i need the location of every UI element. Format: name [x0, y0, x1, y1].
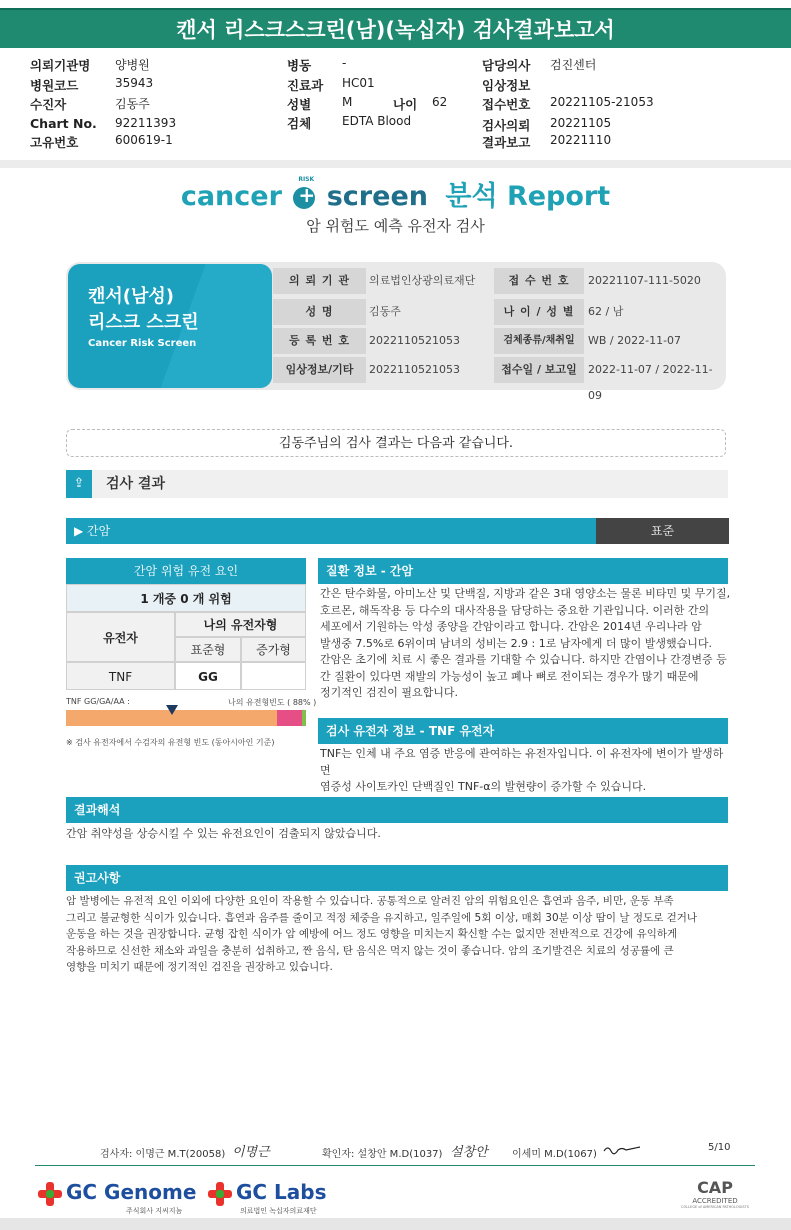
card-label: 검체종류/채취일 — [494, 328, 584, 354]
info-value: 양병원 — [115, 58, 150, 72]
logo-cancer: cancer — [180, 181, 282, 212]
gc-genome-logo — [38, 1180, 196, 1206]
freq-label: TNF GG/GA/AA : — [66, 697, 130, 706]
disease-info-title: 질환 정보 - 간암 — [318, 558, 728, 584]
genotype-marker-icon — [166, 705, 178, 715]
mine-col-header: 나의 유전자형 — [175, 612, 306, 637]
gene-table-summary: 1 개중 0 개 위험 — [66, 584, 306, 612]
card-label: 접 수 번 호 — [494, 268, 584, 294]
subtitle: 암 위험도 예측 유전자 검사 — [306, 217, 485, 235]
std-genotype: GG — [175, 662, 241, 690]
info-label: 병동 — [287, 58, 312, 73]
page-number: 5/10 — [708, 1142, 731, 1153]
info-label: 진료과 — [287, 78, 324, 93]
info-label: 검체 — [287, 116, 312, 131]
info-value: M — [342, 95, 353, 109]
card-label: 의 뢰 기 관 — [273, 268, 366, 294]
text-line: 세포에서 기원하는 악성 종양을 간암이라고 합니다. 간암은 2014년 우리나라 암 — [320, 620, 702, 633]
info-value: 20221105-21053 — [550, 95, 654, 109]
text-line: 염증성 사이토카인 단백질인 TNF-α의 발현량이 증가할 수 있습니다. — [320, 780, 647, 793]
brand-sub: 주식회사 지씨지놈 — [126, 1207, 183, 1215]
report-title: 캔서 리스크스크린(남)(녹십자) 검사결과보고서 — [0, 8, 791, 48]
patient-info — [0, 56, 791, 156]
card-value: 20221107-111-5020 — [588, 274, 701, 287]
info-value: 92211393 — [115, 116, 177, 130]
info-label: 의뢰기관명 — [30, 58, 91, 73]
cap-small: COLLEGE of AMERICAN PATHOLOGISTS — [681, 1205, 749, 1209]
age-value: 62 — [432, 95, 448, 109]
inc-genotype — [241, 662, 306, 690]
inc-col-header: 증가형 — [241, 637, 306, 662]
card-value: 62 / 남 — [588, 305, 624, 318]
info-label: 성별 — [287, 97, 312, 112]
cap-sub: ACCREDITED — [692, 1197, 738, 1205]
text-line: 간 질환이 있다면 재발의 가능성이 높고 폐나 뼈로 전이되는 경우가 많기 때문에 — [320, 669, 699, 683]
second-signature-icon — [602, 1143, 642, 1155]
freq-segment — [277, 710, 302, 726]
gene-col-header: 유전자 — [66, 612, 175, 662]
footer-divider — [35, 1165, 755, 1166]
genotype-frequency-bar — [66, 710, 306, 726]
info-value: - — [342, 56, 347, 70]
tester: 검사자: 이명근 M.T(20058) — [100, 1149, 226, 1160]
info-value: HC01 — [342, 76, 375, 90]
card-value: 김동주 — [369, 305, 401, 318]
gene-info-title: 검사 유전자 정보 - TNF 유전자 — [318, 718, 728, 744]
risk-level: 표준 — [596, 518, 729, 544]
logo-risk: RISK — [298, 175, 315, 183]
card-value: 의료법인상광의료재단 — [369, 274, 476, 287]
divider — [0, 160, 791, 168]
info-value: 김동주 — [115, 97, 150, 111]
card-value: WB / 2022-11-07 — [588, 334, 682, 347]
info-value: EDTA Blood — [342, 114, 412, 128]
cap-accredited-logo — [680, 1178, 750, 1214]
result-notice: 김동주님의 검사 결과는 다음과 같습니다. — [66, 429, 726, 457]
logo-screen: screen — [326, 181, 428, 212]
card-value: 2022-11-07 / 2022-11-09 — [588, 363, 713, 402]
confirmer-signature: 설창안 — [450, 1145, 488, 1160]
disease-info-text — [320, 586, 732, 702]
info-label: 고유번호 — [30, 135, 79, 150]
info-label: 검사의뢰 — [482, 118, 531, 133]
risk-plus-icon — [293, 175, 315, 209]
info-value: 20221110 — [550, 133, 612, 147]
info-label: Chart No. — [30, 116, 97, 131]
cap-text: CAP — [697, 1178, 733, 1197]
recommendation-title: 권고사항 — [66, 865, 728, 891]
second-confirmer: 이세미 M.D(1067) — [512, 1149, 597, 1160]
section-title: 검사 결과 — [106, 476, 165, 492]
freq-segment — [302, 710, 306, 726]
card-label: 접수일 / 보고일 — [494, 357, 584, 383]
text-line: 간암은 초기에 치료 시 좋은 결과를 기대할 수 있습니다. 하지만 간염이나 간경변증 등 — [320, 653, 727, 666]
gc-cross-icon — [208, 1182, 232, 1206]
card-label: 등 록 번 호 — [273, 328, 366, 354]
interpretation-title: 결과해석 — [66, 797, 728, 823]
brand-name: GC Genome — [66, 1180, 197, 1204]
logo-report: 분석 Report — [445, 181, 611, 212]
brand-sub: 의료법인 녹십자의료재단 — [240, 1207, 317, 1215]
section-header — [66, 470, 728, 498]
result-icon: ⇪ — [66, 470, 92, 498]
text-line: 작용하므로 신선한 채소와 과일을 충분히 섭취하고, 짠 음식, 탄 음식은 먹지 않는 것이 좋습니다. 암의 조기발견은 치료의 성공률에 큰 — [66, 944, 674, 957]
banner-english: Cancer Risk Screen — [88, 338, 197, 349]
card-value: 2022110521053 — [369, 334, 460, 347]
tester-signature: 이명근 — [232, 1145, 270, 1160]
freq-note: ※ 검사 유전자에서 수검자의 유전형 빈도 (동아시아인 기준) — [66, 738, 275, 747]
info-value: 검진센터 — [550, 58, 597, 72]
text-line: 암 발병에는 유전적 요인 이외에 다양한 요인이 작용할 수 있습니다. 공통적으로 알려진 암의 위험요인은 흡연과 음주, 비만, 운동 부족 — [66, 895, 674, 907]
bottom-divider — [0, 1218, 791, 1230]
info-label: 담당의사 — [482, 58, 531, 73]
text-line: TNF는 인체 내 주요 염증 반응에 관여하는 유전자입니다. 이 유전자에 변이가 발생하면 — [320, 747, 724, 777]
info-label: 임상정보 — [482, 78, 531, 93]
recommendation-text — [66, 893, 728, 976]
gene-table-title: 간암 위험 유전 요인 — [66, 558, 306, 584]
confirmer: 확인자: 설창안 M.D(1037) — [322, 1149, 443, 1160]
text-line: 발생중 7.5%로 6위이며 남녀의 성비는 2.9 : 1로 남자에게 더 많이 발생했습니다. — [320, 636, 713, 650]
text-line: 호르몬, 해독작용 등 다수의 대사작용을 담당하는 중요한 기관입니다. 이러한 간의 — [320, 603, 710, 617]
interpretation-text: 간암 취약성을 상승시킬 수 있는 유전요인이 검출되지 않았습니다. — [66, 827, 381, 840]
info-label: 수진자 — [30, 97, 67, 112]
text-line: 간은 탄수화물, 아미노산 및 단백질, 지방과 같은 3대 영양소는 물론 비타민 및 무기질, — [320, 587, 731, 600]
brand-name: GC Labs — [236, 1180, 327, 1204]
std-col-header: 표준형 — [175, 637, 241, 662]
card-banner — [68, 264, 272, 388]
gene-info-text — [320, 746, 732, 796]
info-value: 20221105 — [550, 116, 612, 130]
card-label: 임상정보/기타 — [273, 357, 366, 383]
info-label: 결과보고 — [482, 135, 531, 150]
text-line: 영향을 미치기 때문에 정기적인 검진을 권장하고 있습니다. — [66, 961, 333, 973]
text-line: 운동을 하는 것을 권장합니다. 균형 잡힌 식이가 암 예방에 어느 정도 영향을 미치는지 확신할 수는 없지만 전반적으로 건강에 유익하게 — [66, 928, 678, 940]
card-label: 나 이 / 성 별 — [494, 299, 584, 325]
disease-name: ▶ 간암 — [66, 518, 596, 544]
info-value: 35943 — [115, 76, 154, 90]
gc-cross-icon — [38, 1182, 62, 1206]
cancer-screen-logo — [0, 174, 791, 213]
card-value: 2022110521053 — [369, 363, 460, 376]
info-label: 접수번호 — [482, 97, 531, 112]
text-line: 정기적인 검진이 필요합니다. — [320, 686, 459, 699]
text-line: 그리고 불균형한 식이가 있습니다. 흡연과 음주를 줄이고 적정 체중을 유지하고, 일주일에 5회 이상, 매회 30분 이상 땀이 날 정도로 걷거나 — [66, 911, 698, 924]
card-label: 성 명 — [273, 299, 366, 325]
gene-name: TNF — [66, 662, 175, 690]
banner-title: 캔서(남성) — [88, 286, 175, 307]
freq-percent-label: 나의 유전형빈도 ( 88% ) — [228, 698, 317, 707]
banner-title: 리스크 스크린 — [88, 312, 199, 333]
gc-labs-logo — [208, 1180, 327, 1206]
age-label: 나이 — [393, 97, 418, 112]
info-label: 병원코드 — [30, 78, 79, 93]
info-value: 600619-1 — [115, 133, 173, 147]
